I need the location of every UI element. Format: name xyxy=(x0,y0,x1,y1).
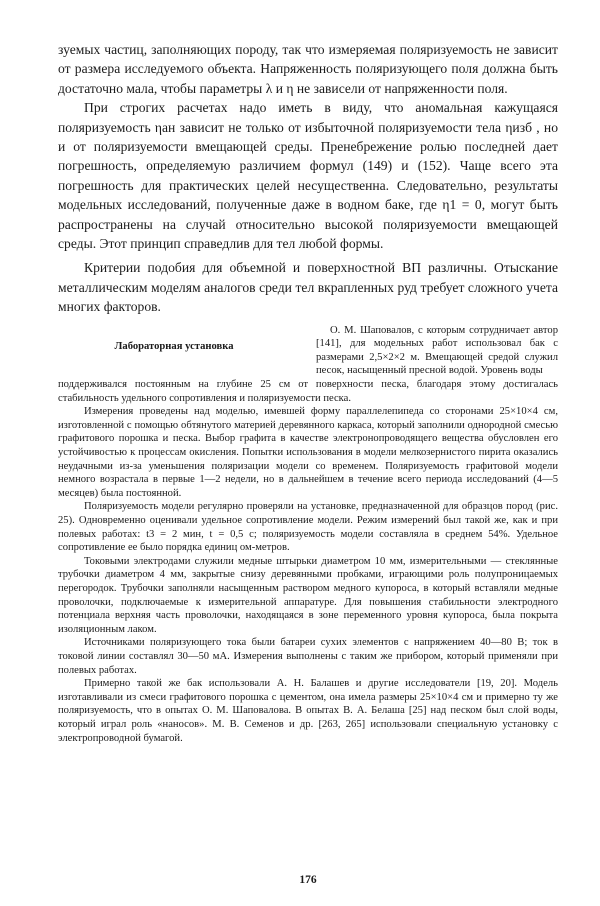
lab-intro-text: О. М. Шаповалов, с которым сотрудничает автор [141], для модельных работ использовал бак с размерами 2,5×2×2 м. Вмещающей средой служил песок, насыщенный пресной водой. Уровень воды xyxy=(316,324,558,377)
paragraph-electrodes: Токовыми электродами служили медные штырьки диаметром 10 мм, измерительными — стеклянные трубочки диаметром 4 мм, закрытые снизу деревянными пробками, играющими роль полупроницаемых перегородок. Трубочки заполняли насыщенным раствором медного купороса, в который вставляли медные проволочки, подключаемые к измерительной аппаратуре. Для повышения стабильности электродного потенциала верхняя часть проволочки, находящаяся в зоне переменного уровня купороса, была покрыта изоляционным лаком. xyxy=(58,555,558,635)
page-number: 176 xyxy=(299,874,317,886)
section-heading: Лабораторная установка xyxy=(114,340,234,352)
paragraph-similarity-criteria: Критерии подобия для объемной и поверхностной ВП различны. Отыскание металлическим моделям аналогов среди тел вкрапленных руд требует сложного учета многих факторов. xyxy=(58,260,558,315)
document-page xyxy=(58,40,558,886)
paragraph-current-sources: Источниками поляризующего тока были батареи сухих элементов с напряжением 40—80 В; ток в токовой линии составлял 30—50 мА. Измерения выполнены с таким же прибором, который применяли при полевых работах. xyxy=(58,637,558,676)
lab-setup-section xyxy=(58,324,558,378)
paragraph-measurements: Измерения проведены над моделью, имевшей форму параллелепипеда со сторонами 25×10×4 см, изготовленной с помощью обтянутого материей деревянного каркаса, который заполнили однородной смесью графитового порошка и песка. Выбор графита в качестве электронопроводящего вещества обусловлен его устойчивостью к процессам окисления. Попытки использования в модели мелкозернистого пирита оказались неудачными из-за уменьшения поляризации модели со временем. Поляризуемость графитовой модели немного возрастала в первые 1—2 недели, но в дальнейшем в течение всего периода исследований (4—5 месяцев) была постоянной. xyxy=(58,406,558,499)
paragraph-similar-tanks: Примерно такой же бак использовали А. Н. Балашев и другие исследователи [19, 20]. Модель изготавливали из смеси графитового порошка с цементом, она имела размеры 25×10×4 см и примерно ту же поляризуемость, что в опытах О. М. Шаповалова. В опытах В. А. Белаша [25] над песком был слой воды, который играл роль «наносов». М. В. Семенов и др. [263, 265] использовали специальную установку с электропроводной бумагой. xyxy=(58,678,558,744)
paragraph-continuation: зуемых частиц, заполняющих породу, так что измеряемая поляризуемость не зависит от размера исследуемого объекта. Напряженность поляризующего поля должна быть достаточно мала, чтобы параметры λ и η не зависели от напряженности поля. xyxy=(58,42,558,96)
lab-intro-continuation: поддерживался постоянным на глубине 25 см от поверхности песка, благодаря этому достигалась стабильность удельного сопротивления и поляризуемости песка. xyxy=(58,379,558,404)
paragraph-polarizability-check: Поляризуемость модели регулярно проверяли на установке, предназначенной для образцов пород (рис. 25). Одновременно оценивали удельное сопротивление модели. Режим измерений был такой же, как и при полевых работах: t3 = 2 мин, t = 0,5 с; поляризуемость модели составляла в среднем 54%. Удельное сопротивление ее было порядка единиц ом-метров. xyxy=(58,501,558,554)
paragraph-anomalous-polarizability: При строгих расчетах надо иметь в виду, что аномальная кажущаяся поляризуемость ηан зависит не только от избыточной поляризуемости тела ηизб , но и от поляризуемости вмещающей среды. Пренебрежение ролью последней дает погрешность, определяемую различием формул (149) и (152). Чаще всего эта погрешность для практических целей несущественна. Следовательно, результаты модельных исследований, полученные даже в водном баке, где η1 = 0, могут быть распространены на случай относительно высокой поляризуемости вмещающей среды. Этот принцип справедлив для тел любой формы. xyxy=(58,100,558,252)
